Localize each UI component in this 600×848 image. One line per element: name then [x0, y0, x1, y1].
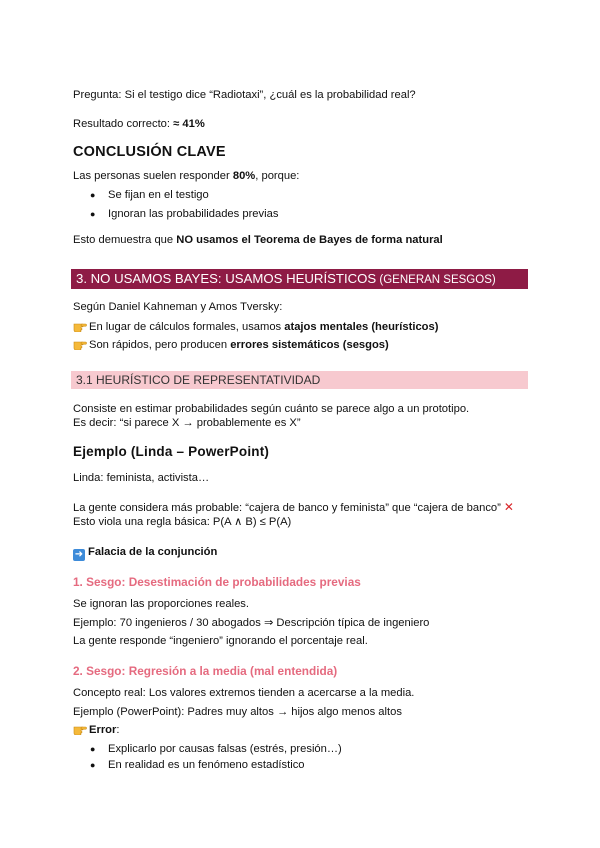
resultado-line	[73, 117, 205, 131]
definition-line-1: Consiste en estimar probabilidades según cuánto se parece algo a un prototipo.	[73, 403, 470, 415]
sesgo-1-line: Se ignoran las proporciones reales.	[73, 598, 249, 610]
ejemplo-heading: Ejemplo (Linda – PowerPoint)	[73, 444, 270, 459]
conclusion-bullet: ● Se fijan en el testigo	[90, 189, 209, 201]
definition-line-2: Es decir: “si parece X → probablemente es X”	[73, 417, 301, 429]
red-cross-icon: ✕	[503, 500, 514, 514]
linda-line: Linda: feminista, activista…	[73, 472, 210, 484]
falacia-line: ➜ Falacia de la conjunción	[74, 546, 218, 560]
conclusion-line: Las personas suelen responder 80%, porque:	[73, 170, 300, 182]
conclusion-heading: CONCLUSIÓN CLAVE	[73, 144, 226, 160]
gente-line: La gente considera más probable: “cajera de banco y feminista” que “cajera de banco” ✕	[73, 500, 514, 514]
pointing-hand-icon	[73, 320, 87, 332]
conclusion-final: Esto demuestra que NO usamos el Teorema de Bayes de forma natural	[73, 234, 443, 246]
right-arrow-icon: ➜	[74, 549, 84, 560]
pregunta-text: Pregunta: Si el testigo dice “Radiotaxi”, ¿cuál es la probabilidad real?	[73, 89, 416, 101]
heuristic-point-1: En lugar de cálculos formales, usamos atajos mentales (heurísticos)	[73, 320, 438, 334]
sesgo-1-heading: 1. Sesgo: Desestimación de probabilidades previas	[73, 575, 361, 589]
conclusion-bullet: ● Ignoran las probabilidades previas	[90, 208, 279, 220]
authors-line: Según Daniel Kahneman y Amos Tversky:	[73, 301, 283, 313]
resultado-label: Resultado correcto:	[73, 118, 174, 130]
regla-line: Esto viola una regla básica: P(A ∧ B) ≤ P(A)	[73, 516, 292, 528]
resultado-value: ≈ 41%	[173, 118, 205, 130]
sesgo-1-line: Ejemplo: 70 ingenieros / 30 abogados ⇒ Descripción típica de ingeniero	[73, 617, 430, 629]
section-3-1-heading: 3.1 HEURÍSTICO DE REPRESENTATIVIDAD	[71, 371, 528, 389]
pointing-hand-icon	[73, 723, 87, 735]
sesgo-2-heading: 2. Sesgo: Regresión a la media (mal entendida)	[73, 664, 338, 678]
sesgo-2-line: Concepto real: Los valores extremos tienden a acercarse a la media.	[73, 687, 415, 699]
pregunta-line	[73, 88, 416, 102]
sesgo-1-line: La gente responde “ingeniero” ignorando el porcentaje real.	[73, 635, 368, 647]
error-bullet: ● Explicarlo por causas falsas (estrés, presión…)	[90, 743, 342, 755]
pointing-hand-icon	[73, 338, 87, 350]
heuristic-point-2: Son rápidos, pero producen errores sistemáticos (sesgos)	[73, 338, 389, 352]
error-bullet: ● En realidad es un fenómeno estadístico	[90, 759, 305, 771]
error-label-line: Error:	[73, 723, 119, 737]
sesgo-2-line: Ejemplo (PowerPoint): Padres muy altos → hijos algo menos altos	[73, 706, 402, 718]
section-3-heading: 3. NO USAMOS BAYES: USAMOS HEURÍSTICOS (GENERAN SESGOS)	[71, 269, 528, 289]
